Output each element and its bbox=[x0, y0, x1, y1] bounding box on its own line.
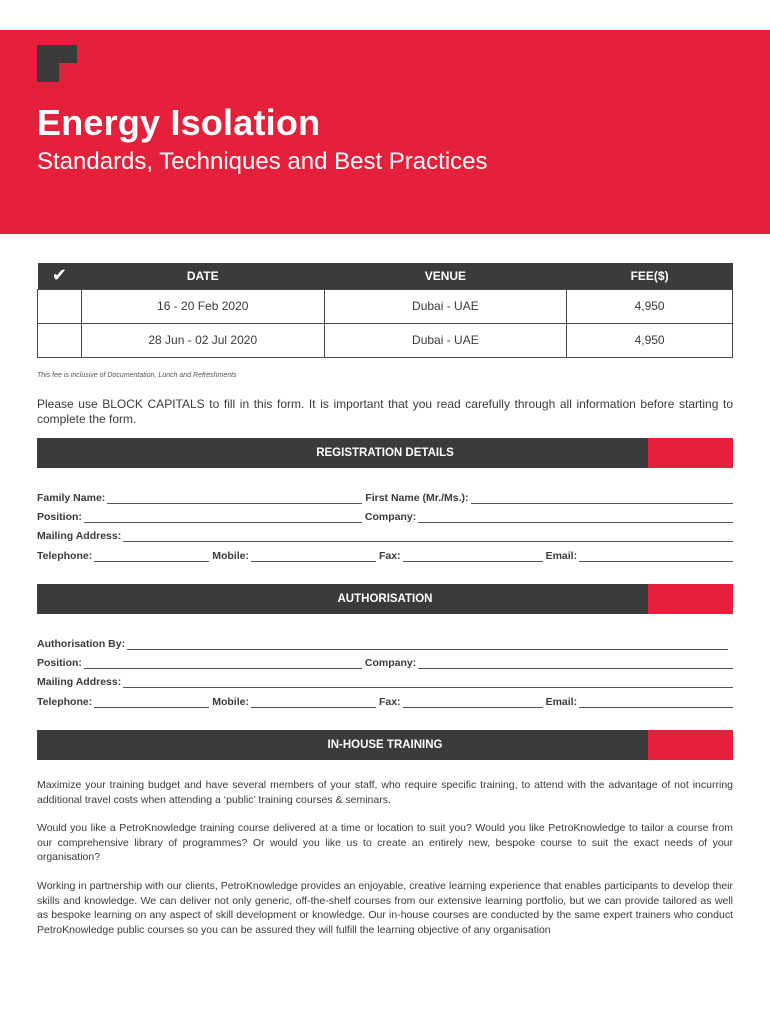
fee-cell: 4,950 bbox=[567, 323, 733, 357]
hero-banner bbox=[0, 30, 770, 234]
telephone-field[interactable] bbox=[94, 552, 209, 562]
authorisation-contact-row bbox=[37, 694, 733, 708]
date-cell: 28 Jun - 02 Jul 2020 bbox=[81, 323, 324, 357]
fax-field[interactable] bbox=[403, 698, 543, 708]
email-field[interactable] bbox=[579, 552, 733, 562]
company-label: Company: bbox=[364, 657, 417, 669]
mobile-label: Mobile: bbox=[212, 696, 249, 708]
family-name-field[interactable] bbox=[107, 494, 362, 504]
fax-field[interactable] bbox=[403, 552, 543, 562]
company-field[interactable] bbox=[418, 513, 733, 523]
course-title: Energy Isolation bbox=[37, 102, 321, 143]
venue-cell: Dubai - UAE bbox=[324, 323, 567, 357]
position-label: Position: bbox=[37, 511, 82, 523]
mailing-address-field[interactable] bbox=[123, 678, 733, 688]
authorisation-address-row bbox=[37, 674, 733, 688]
inhouse-heading: IN-HOUSE TRAINING bbox=[327, 739, 443, 751]
fee-note: This fee is inclusive of Documentation, Lunch and Refreshments bbox=[37, 372, 237, 379]
authorisation-heading: AUTHORISATION bbox=[337, 593, 433, 605]
course-subtitle: Standards, Techniques and Best Practices bbox=[37, 148, 488, 175]
fee-cell: 4,950 bbox=[567, 289, 733, 323]
fee-header: FEE($) bbox=[567, 263, 733, 289]
registration-position-row bbox=[37, 509, 733, 523]
venue-header: VENUE bbox=[324, 263, 567, 289]
venue-cell: Dubai - UAE bbox=[324, 289, 567, 323]
email-label: Email: bbox=[545, 696, 578, 708]
inhouse-paragraph: Maximize your training budget and have several members of your staff, who require specific training, to attend with the advantage of not incurring additional travel costs when attending a ‘public’ training courses & seminars. bbox=[37, 779, 733, 806]
authorisation-section-header bbox=[37, 584, 733, 614]
inhouse-paragraph: Would you like a PetroKnowledge training course delivered at a time or location to suit you? Would you like PetroKnowledge to tailor a course from our comprehensive library of programmes? Or would you like us to create an entirely new, bespoke course to suit the exact needs of your organisation? bbox=[37, 822, 733, 863]
telephone-label: Telephone: bbox=[37, 550, 93, 562]
date-header: DATE bbox=[81, 263, 324, 289]
schedule-header-row bbox=[38, 263, 733, 289]
select-checkbox-cell[interactable] bbox=[38, 289, 82, 323]
authorised-by-field[interactable] bbox=[127, 640, 728, 650]
select-checkbox-cell[interactable] bbox=[38, 323, 82, 357]
email-label: Email: bbox=[545, 550, 578, 562]
position-label: Position: bbox=[37, 657, 82, 669]
corner-square-logo bbox=[37, 45, 77, 82]
first-name-field[interactable] bbox=[471, 494, 733, 504]
company-label: Company: bbox=[364, 511, 417, 523]
family-name-label: Family Name: bbox=[37, 492, 106, 504]
first-name-label: First Name (Mr./Ms.): bbox=[365, 492, 469, 504]
fax-label: Fax: bbox=[378, 550, 401, 562]
mailing-address-label: Mailing Address: bbox=[37, 530, 122, 542]
registration-address-row bbox=[37, 528, 733, 542]
form-instructions: Please use BLOCK CAPITALS to fill in this form. It is important that you read carefully through all information before starting to complete the form. bbox=[37, 397, 733, 426]
telephone-label: Telephone: bbox=[37, 696, 93, 708]
table-row bbox=[38, 289, 733, 323]
fax-label: Fax: bbox=[378, 696, 401, 708]
check-icon: ✔ bbox=[38, 263, 82, 289]
registration-heading: REGISTRATION DETAILS bbox=[316, 447, 454, 459]
date-cell: 16 - 20 Feb 2020 bbox=[81, 289, 324, 323]
mailing-address-field[interactable] bbox=[123, 532, 733, 542]
mobile-label: Mobile: bbox=[212, 550, 249, 562]
table-row bbox=[38, 323, 733, 357]
position-field[interactable] bbox=[84, 513, 362, 523]
telephone-field[interactable] bbox=[94, 698, 209, 708]
mailing-address-label: Mailing Address: bbox=[37, 676, 122, 688]
authorisation-position-row bbox=[37, 655, 733, 669]
mobile-field[interactable] bbox=[251, 698, 376, 708]
company-field[interactable] bbox=[418, 659, 733, 669]
inhouse-section-header bbox=[37, 730, 733, 760]
position-field[interactable] bbox=[84, 659, 362, 669]
registration-name-row bbox=[37, 490, 733, 504]
registration-section-header bbox=[37, 438, 733, 468]
registration-contact-row bbox=[37, 548, 733, 562]
authorised-by-label: Authorisation By: bbox=[37, 638, 126, 650]
schedule-table bbox=[37, 263, 733, 358]
authorisation-by-row bbox=[37, 636, 733, 650]
email-field[interactable] bbox=[579, 698, 733, 708]
mobile-field[interactable] bbox=[251, 552, 376, 562]
inhouse-paragraph: Working in partnership with our clients, PetroKnowledge provides an enjoyable, creative learning experience that enables participants to develop their skills and knowledge. We can deliver not only generic, off-the-shelf courses from our extensive learning portfolio, but we can provide tailored as well as bespoke learning on any aspect of skill development or knowledge. Our in-house courses are conducted by the same expert trainers who conduct PetroKnowledge public courses so you can be assured they will fulfill the learning objective of any organisation bbox=[37, 880, 733, 936]
